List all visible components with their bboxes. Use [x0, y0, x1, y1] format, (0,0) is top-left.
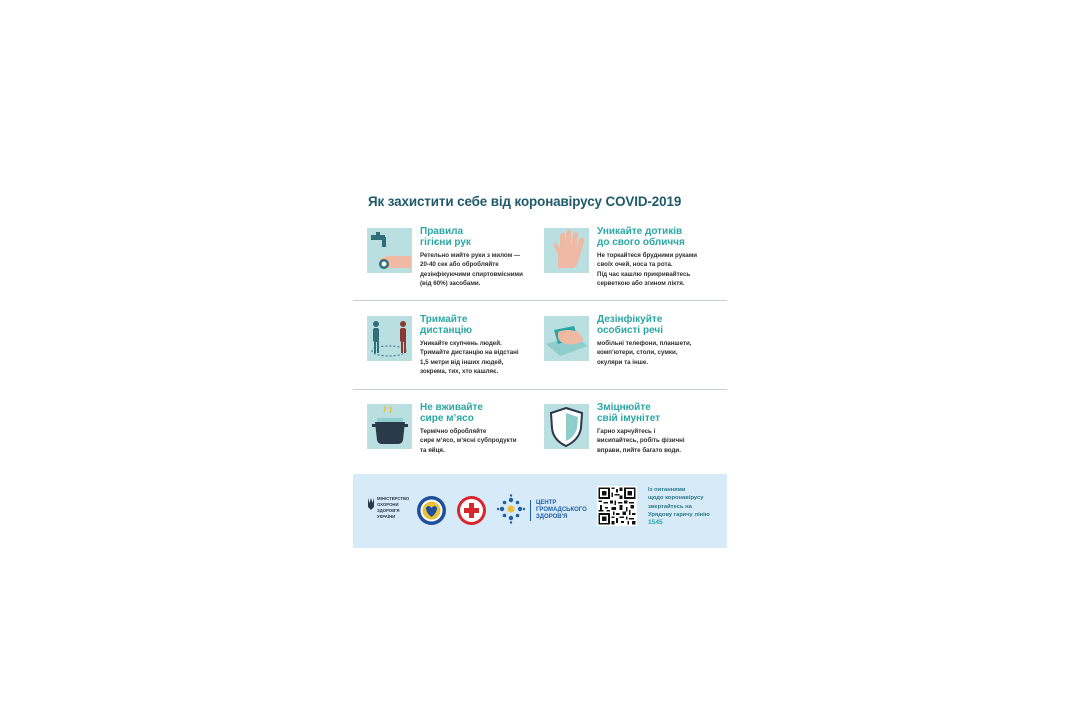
ministry-name-line: ОХОРОНИ [377, 502, 399, 507]
tip-heading-line: Не вживайте [420, 402, 483, 413]
poster [353, 182, 727, 548]
cooking-pot-icon [367, 404, 412, 449]
tip-body-line: 20-40 сек або обробляйте [420, 261, 499, 269]
ministry-name-line: МІНІСТЕРСТВО [377, 496, 410, 501]
distance-people-icon [367, 316, 412, 361]
footer [353, 474, 727, 548]
hotline-text-line: звертайтесь на [648, 503, 692, 510]
tip-body-line: своїх очей, носа та рота. [597, 261, 673, 269]
center-name-line: ГРОМАДСЬКОГО [536, 507, 587, 513]
tip-heading-line: гігієни рук [420, 237, 471, 248]
handwashing-icon [367, 228, 412, 273]
hotline-text-line: Урядову гарячу лінію [648, 511, 710, 518]
hotline-text-line: щодо коронавірусу [648, 495, 704, 502]
tip-body-line: (від 60%) засобами. [420, 279, 481, 287]
page-title: Як захистити себе від коронавірусу COVID-2019 [368, 194, 682, 209]
tip-body-line: висипайтесь, робіть фізичні [597, 437, 685, 445]
center-name-line: ЗДОРОВ'Я [536, 514, 568, 520]
raised-hand-icon [544, 228, 589, 273]
tip-heading-line: особисті речі [597, 325, 663, 336]
hotline-text-line: Із питаннями [648, 487, 686, 493]
hotline-info [648, 486, 724, 527]
tip-body-line: Термічно обробляйте [420, 428, 487, 435]
ministry-name-line: УКРАЇНИ [377, 514, 396, 519]
tip-heading-line: сире м’ясо [420, 413, 474, 424]
shield-icon [544, 404, 589, 449]
qr-code[interactable] [597, 486, 637, 526]
tip-body-line: 1,5 метри від інших людей, [420, 358, 504, 366]
public-health-center-logo [497, 494, 525, 524]
tip-body-line: Гарно харчуйтесь і [597, 428, 656, 435]
center-name-line: ЦЕНТР [536, 500, 557, 506]
tip-heading-line: Тримайте [420, 314, 468, 325]
tip-heading-line: до свого обличчя [597, 237, 685, 248]
wiping-cloth-icon [544, 316, 589, 361]
ministry-name-line: ЗДОРОВ'Я [377, 508, 400, 513]
tip-body-line: вправи, пийте багато води. [597, 446, 681, 454]
tip-body-line: комп’ютери, столи, сумки, [597, 349, 678, 357]
tip-heading-line: Уникайте дотиків [597, 226, 683, 237]
tip-body-line: Не торкайтеся брудними руками [597, 252, 698, 259]
tip-body-line: серветкою або згином ліктя. [597, 279, 685, 287]
tip-body-line: Тримайте дистанцію на відстані [420, 349, 519, 357]
divider [353, 389, 727, 390]
tip-body-line: та яйця. [420, 446, 445, 454]
tip-body-line: зокрема, тих, хто кашляє. [420, 367, 499, 375]
tip-body-line: Уникайте скупчень людей. [420, 340, 502, 347]
trident-icon [367, 497, 375, 511]
divider [353, 300, 727, 301]
tip-heading-line: дистанцію [420, 325, 473, 336]
tip-heading-line: Зміцнюйте [597, 402, 651, 413]
tip-body-line: Ретельно мийте руки з милом — [420, 252, 521, 259]
tip-body-line: Під час кашлю прикривайтесь [597, 270, 691, 278]
ministry-logo [367, 496, 413, 526]
tip-heading-line: Правила [420, 226, 464, 237]
round-emblem-logo [416, 495, 447, 526]
tip-body-line: окуляри та інше. [597, 358, 649, 366]
tip-body-line: сире м’ясо, м’ясні субпродукти [420, 437, 517, 445]
tip-body-line: дезінфікуючими спиртовмісними [420, 270, 523, 278]
tip-heading-line: Дезінфікуйте [597, 314, 663, 325]
tip-heading-line: свій імунітет [597, 413, 661, 424]
hotline-number[interactable]: 1545 [648, 519, 663, 527]
red-cross-logo [456, 495, 487, 526]
tip-body-line: мобільні телефони, планшети, [597, 340, 692, 347]
